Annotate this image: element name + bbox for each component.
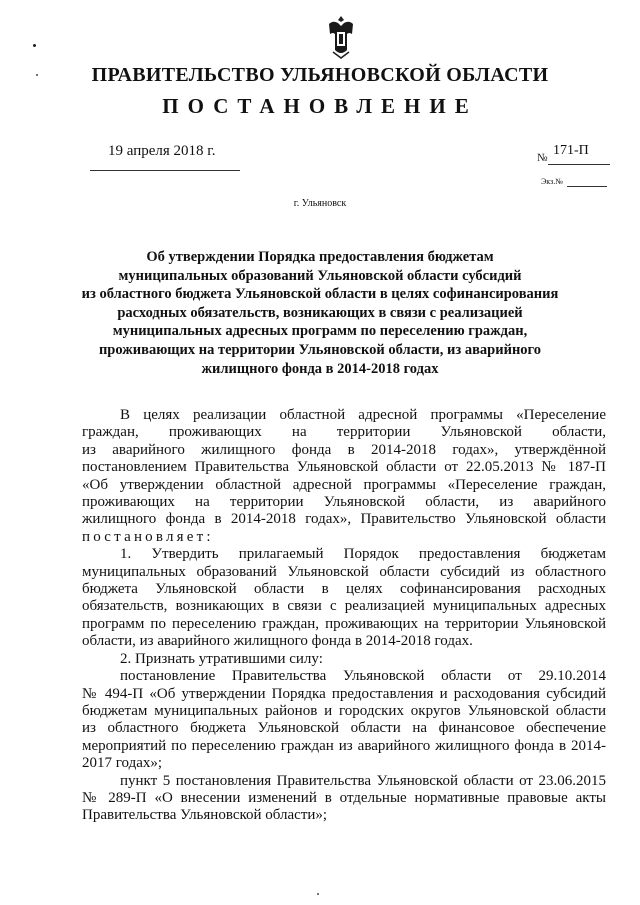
body-line: постановление Правительства Ульяновской области от 29.10.2014 — [120, 668, 606, 685]
decree-word: постановляет: — [82, 528, 214, 545]
body-line: из областного бюджета Ульяновской области на финансовое обеспечение — [82, 720, 606, 737]
body-line: № 289-П «О внесении изменений в отдельные нормативные правовые акты — [82, 789, 606, 806]
scan-speck — [33, 44, 36, 47]
body-line: 2. Признать утратившими силу: — [120, 650, 323, 667]
number-underline — [548, 164, 610, 165]
body-line: постановлением Правительства Ульяновской области от 22.05.2013 № 187-П — [82, 459, 606, 476]
body-line: области, из аварийного жилищного фонда в 2014-2018 годах. — [82, 633, 473, 650]
heading-line: муниципальных образований Ульяновской области субсидий — [118, 267, 522, 284]
document-date: 19 апреля 2018 г. — [108, 143, 216, 159]
body-line: бюджета Ульяновской области в целях софинансирования расходных — [82, 581, 606, 598]
document-body — [82, 407, 606, 825]
body-line: из аварийного жилищного фонда в 2014-2018 годах», утверждённой — [82, 441, 606, 458]
document-heading — [70, 248, 570, 378]
date-underline — [90, 170, 240, 171]
copy-number-underline — [567, 186, 607, 187]
heading-line: из областного бюджета Ульяновской области в целях софинансирования — [81, 286, 559, 303]
body-line: 2017 годах»; — [82, 755, 163, 772]
heading-line: жилищного фонда в 2014-2018 годах — [201, 360, 439, 377]
body-line: 1. Утвердить прилагаемый Порядок предоставления бюджетам — [120, 546, 606, 563]
scan-speck — [317, 893, 319, 895]
body-line: «Об утверждении областной адресной программы «Переселение граждан, — [82, 476, 606, 493]
body-line: обязательств, возникающих в связи с реализацией муниципальных адресных — [82, 598, 606, 615]
body-line: В целях реализации областной адресной программы «Переселение — [120, 407, 606, 423]
body-line: бюджетам муниципальных районов и городских округов Ульяновской области — [82, 702, 606, 719]
number-sign: № — [537, 152, 548, 164]
heading-line: Об утверждении Порядка предоставления бюджетам — [146, 249, 494, 265]
body-line: № 494-П «Об утверждении Порядка предоставления и расходования субсидий — [82, 685, 606, 702]
body-line: программ по переселению граждан, проживающих на территории Ульяновской — [82, 615, 606, 632]
heading-line: муниципальных адресных программ по переселению граждан, — [112, 323, 528, 340]
document-number: 171-П — [553, 143, 589, 158]
body-line: мероприятий по переселению граждан из аварийного жилищного фонда в 2014- — [82, 737, 606, 754]
coat-of-arms-icon — [325, 14, 357, 60]
body-line: муниципальных образований Ульяновской области субсидий из областного — [82, 563, 606, 580]
body-line: граждан, проживающих на территории Ульяновской области, — [82, 424, 606, 441]
heading-line: проживающих на территории Ульяновской области, из аварийного — [98, 341, 542, 358]
copy-number-label: Экз.№ — [541, 177, 563, 186]
body-line: проживающих на территории Ульяновской области, из аварийного — [82, 494, 606, 511]
body-line: пункт 5 постановления Правительства Ульяновской области от 23.06.2015 — [120, 772, 606, 789]
heading-line: расходных обязательств, возникающих в связи с реализацией — [117, 304, 523, 321]
body-line: Правительства Ульяновской области»; — [82, 807, 328, 824]
document-type: ПОСТАНОВЛЕНИЕ — [162, 94, 478, 118]
city: г. Ульяновск — [293, 198, 347, 209]
government-name: ПРАВИТЕЛЬСТВО УЛЬЯНОВСКОЙ ОБЛАСТИ — [91, 64, 549, 86]
body-line: жилищного фонда в 2014-2018 годах», Правительство Ульяновской области — [82, 511, 606, 528]
